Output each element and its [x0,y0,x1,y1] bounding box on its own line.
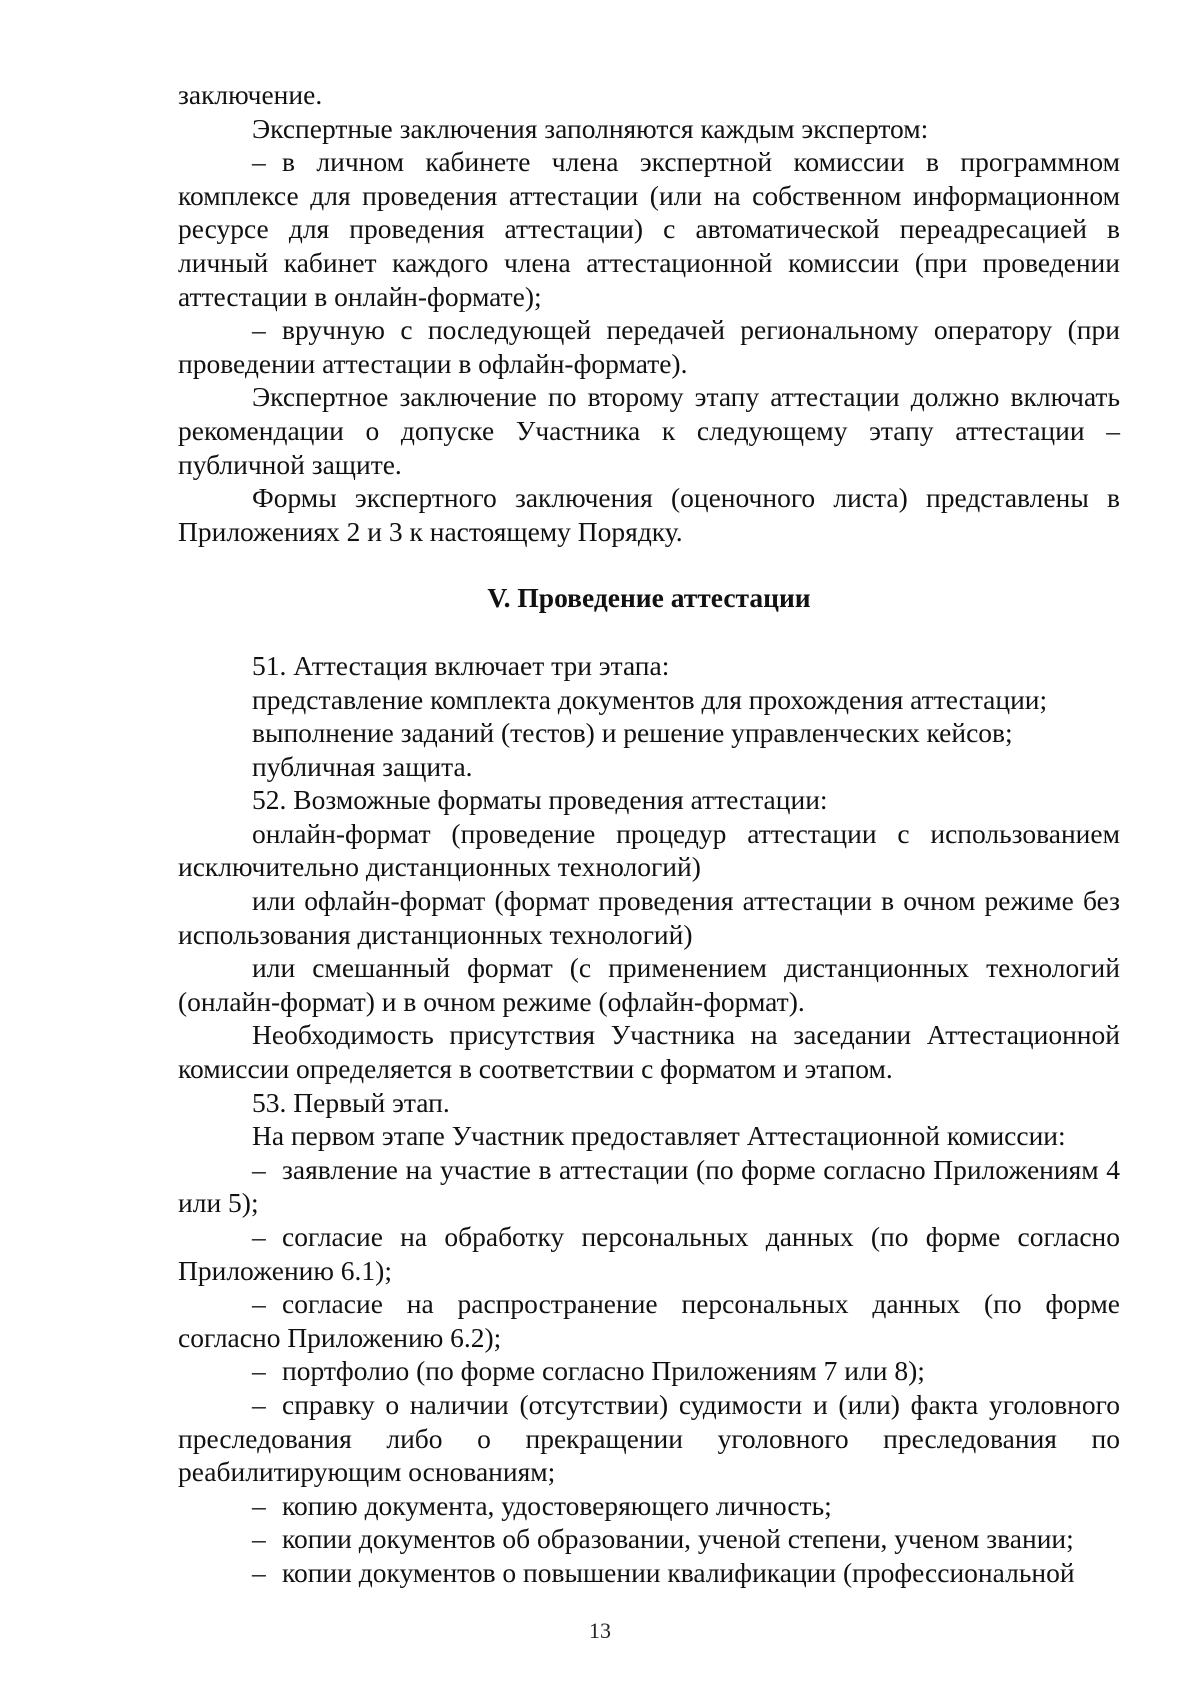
list-item-text: справку о наличии (отсутствии) судимости и (или) факта уголовного преследования либо о прекращении уголовного преследования по реабилитирующим основаниям; [178,1388,1120,1488]
paragraph [178,78,1120,112]
paragraph [178,750,1120,784]
dash-bullet: – [252,1556,266,1588]
list-item-text: заявление на участие в аттестации (по форме согласно Приложениям 4 или 5); [178,1153,1120,1219]
page-body [178,78,1120,1590]
paragraph [178,951,1120,1018]
list-item [178,1354,1120,1388]
dash-bullet: – [252,1221,266,1252]
paragraph-text: публичная защита. [252,750,473,782]
list-item [178,1388,1120,1489]
dash-bullet: – [252,1288,266,1320]
paragraph [178,1018,1120,1085]
paragraph [178,649,1120,683]
list-item-text: копию документа, удостоверяющего личность; [282,1489,832,1521]
list-item-text: портфолио (по форме согласно Приложениям 7 или 8); [282,1355,925,1387]
paragraph-text: или смешанный формат (с применением дистанционных технологий (онлайн-формат) и в очном режиме (офлайн-формат). [178,952,1120,1017]
paragraph-text: На первом этапе Участник предоставляет Аттестационной комиссии: [252,1120,1066,1152]
list-item [178,1489,1120,1523]
paragraph-text: выполнение заданий (тестов) и решение управленческих кейсов; [252,717,1013,749]
section-heading: V. Проведение аттестации [487,582,811,614]
list-item-text: вручную с последующей передачей региональному оператору (при проведении аттестации в офлайн-формате). [178,314,1120,379]
list-item [178,1556,1120,1590]
paragraph-text: Необходимость присутствия Участника на заседании Аттестационной комиссии определяется в соответствии с форматом и этапом. [178,1019,1120,1085]
paragraph [178,683,1120,717]
paragraph [178,884,1120,951]
paragraph [178,1086,1120,1120]
paragraph [178,817,1120,884]
dash-bullet: – [252,1388,266,1420]
list-item [178,1287,1120,1354]
page-number: 13 [589,1618,611,1643]
paragraph-text: 51. Аттестация включает три этапа: [252,649,670,681]
list-item-text: в личном кабинете члена экспертной комиссии в программном комплексе для проведения аттестации (или на собственном информационном ресурсе для проведения аттестации) с автоматической переадресацией в личный кабинет каждого члена аттестационной комиссии (при проведении аттестации в онлайн-формате); [178,146,1120,312]
list-item [178,145,1120,313]
paragraph-text: Экспертные заключения заполняются каждым экспертом: [252,112,929,144]
dash-bullet: – [252,1489,266,1521]
list-item-text: согласие на обработку персональных данных (по форме согласно Приложению 6.1); [178,1221,1120,1286]
paragraph [178,783,1120,817]
dash-bullet: – [252,1355,266,1387]
list-item [178,1220,1120,1287]
list-item [178,313,1120,380]
list-item-text: копии документов о повышении квалификации (профессиональной [282,1556,1075,1588]
paragraph-text: или офлайн-формат (формат проведения аттестации в очном режиме без использования дистанционных технологий) [178,885,1120,950]
dash-bullet: – [252,1153,266,1185]
paragraph [178,481,1120,548]
dash-bullet: – [252,146,266,178]
paragraph-text: Формы экспертного заключения (оценочного листа) представлены в Приложениях 2 и 3 к настоящему Порядку. [178,482,1120,547]
list-item [178,1153,1120,1220]
paragraph-text: заключение. [178,79,323,110]
dash-bullet: – [252,314,266,346]
paragraph [178,716,1120,750]
list-item [178,1522,1120,1556]
paragraph-text: онлайн-формат (проведение процедур аттестации с использованием исключительно дистанционных технологий) [178,817,1120,883]
list-item-text: согласие на распространение персональных данных (по форме согласно Приложению 6.2); [178,1288,1120,1353]
top-text-block [178,78,1120,548]
paragraph-text: Экспертное заключение по второму этапу аттестации должно включать рекомендации о допуске Участника к следующему этапу аттестации – публичной защите. [178,381,1120,480]
bottom-text-block [178,649,1120,1590]
paragraph [178,1119,1120,1153]
list-item-text: копии документов об образовании, ученой степени, ученом звании; [282,1523,1074,1555]
paragraph [178,380,1120,481]
paragraph-text: 52. Возможные форматы проведения аттестации: [252,784,828,816]
paragraph [178,112,1120,146]
dash-bullet: – [252,1523,266,1555]
paragraph-text: 53. Первый этап. [252,1086,450,1118]
paragraph-text: представление комплекта документов для прохождения аттестации; [252,683,1048,715]
